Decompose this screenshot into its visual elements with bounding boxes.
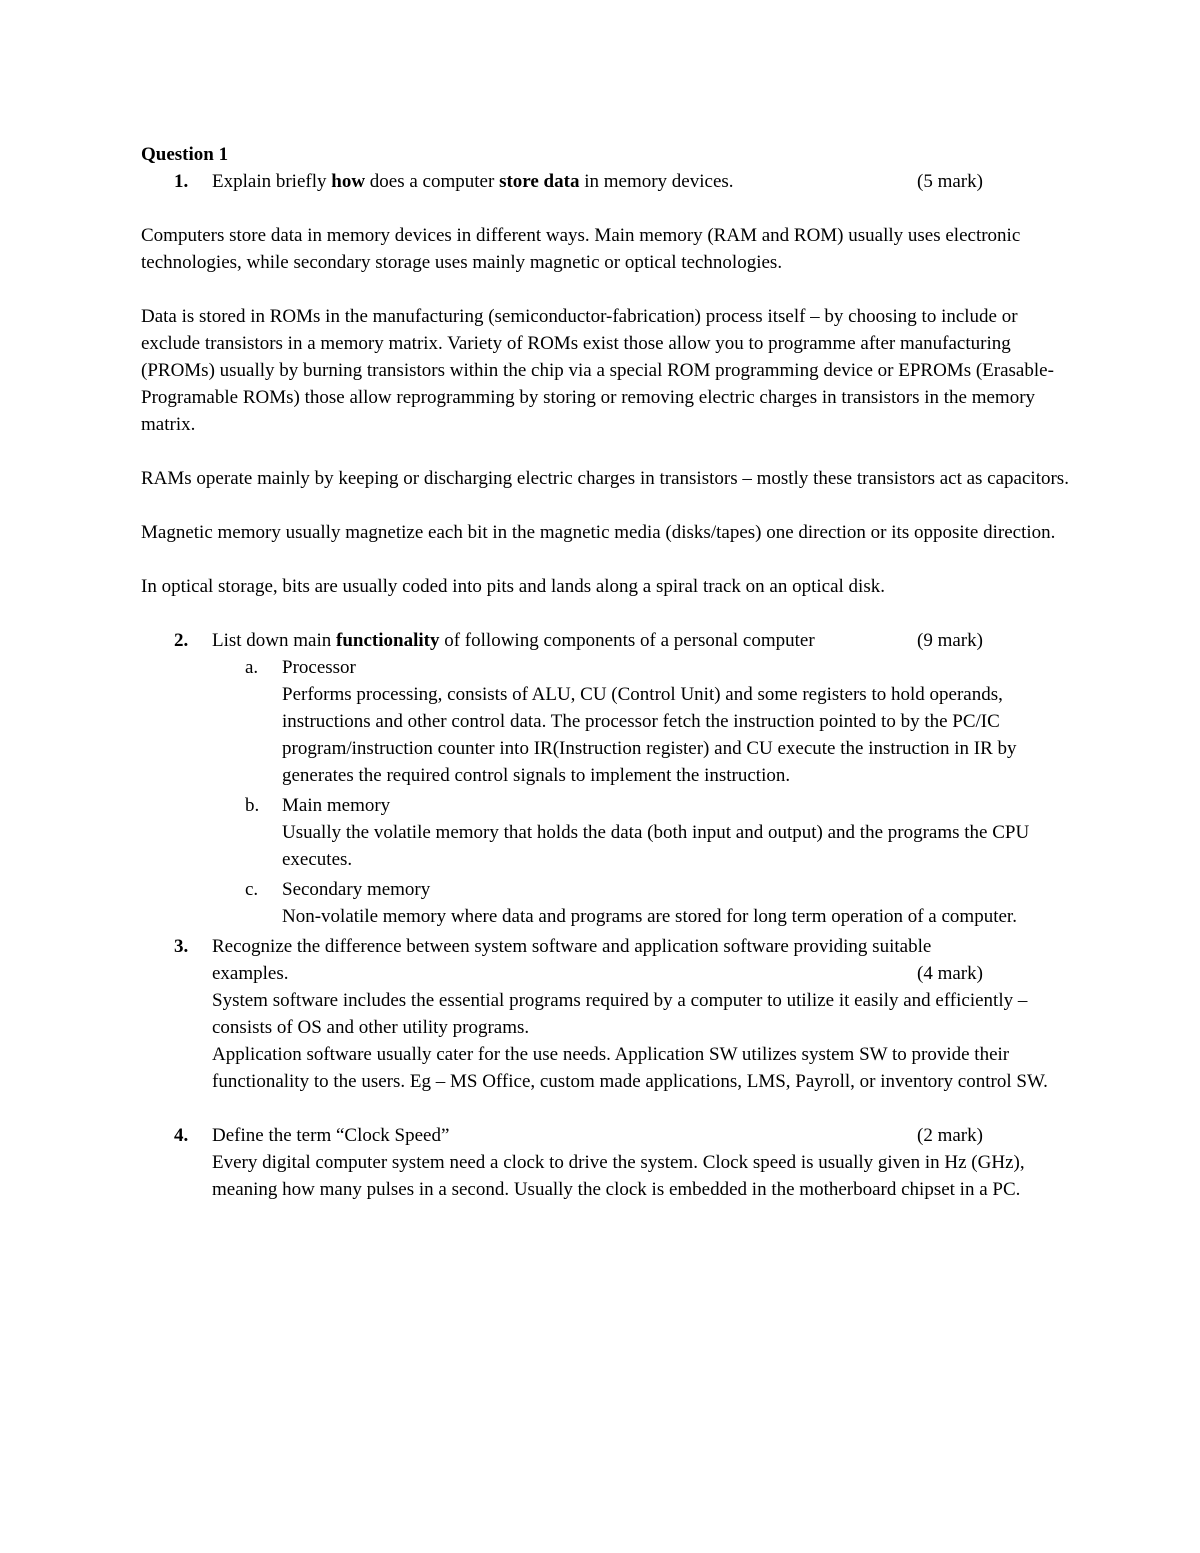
question-text [212, 1122, 1071, 1149]
answer-paragraph: In optical storage, bits are usually coded into pits and lands along a spiral track on an optical disk. [141, 576, 885, 597]
question-emphasis: how [331, 171, 366, 192]
answer-paragraph: System software includes the essential programs required by a computer to utilize it easily and efficiently – consists of OS and other utility programs. [212, 990, 1028, 1038]
list-item-title: Secondary memory [282, 879, 431, 900]
question-text-part: does a computer [365, 171, 500, 192]
question-text-continued [212, 960, 1071, 987]
question-mark: (4 mark) [917, 963, 983, 984]
answer-paragraph: Magnetic memory usually magnetize each bit in the magnetic media (disks/tapes) one direction or its opposite direction. [141, 522, 1056, 543]
answer-paragraph: Every digital computer system need a clock to drive the system. Clock speed is usually given in Hz (GHz), meaning how many pulses in a second. Usually the clock is embedded in the motherboard chipset in a PC. [212, 1152, 1025, 1200]
question-text: Recognize the difference between system software and application software providing suitable [212, 936, 932, 957]
list-item-title: Main memory [282, 795, 391, 816]
question-4 [141, 1122, 1071, 1203]
question-text-part: Define the term “Clock Speed” [212, 1125, 450, 1146]
list-item-body: Usually the volatile memory that holds the data (both input and output) and the programs the CPU executes. [282, 822, 1030, 870]
list-item-body: Performs processing, consists of ALU, CU (Control Unit) and some registers to hold operands, instructions and other control data. The processor fetch the instruction pointed to by the PC/IC program/instruction counter into IR(Instruction register) and CU execute the instruction in IR by generates the required control signals to implement the instruction. [282, 684, 1017, 786]
question-text-part: examples. [212, 963, 289, 984]
question-2 [141, 627, 1071, 654]
list-letter: c. [245, 879, 259, 900]
list-letter: a. [245, 657, 259, 678]
question-text [212, 168, 1071, 195]
question-text-part: in memory devices. [579, 171, 734, 192]
question-text [212, 627, 1071, 654]
question-text-part: of following components of a personal computer [439, 630, 815, 651]
question-mark: (2 mark) [917, 1125, 983, 1146]
list-item-title: Processor [282, 657, 356, 678]
question-mark: (5 mark) [917, 171, 983, 192]
answer-paragraph: RAMs operate mainly by keeping or discharging electric charges in transistors – mostly these transistors act as capacitors. [141, 468, 1069, 489]
question-text-part: List down main [212, 630, 337, 651]
list-letter: b. [245, 795, 260, 816]
answer-paragraph: Application software usually cater for the use needs. Application SW utilizes system SW to provide their functionality to the users. Eg – MS Office, custom made applications, LMS, Payroll, or inventory control SW. [212, 1044, 1048, 1092]
question-number: 3. [174, 936, 189, 957]
answer-paragraph: Data is stored in ROMs in the manufacturing (semiconductor-fabrication) process itself – by choosing to include or exclude transistors in a memory matrix. Variety of ROMs exist those allow you to programme after manufacturing (PROMs) usually by burning transistors within the chip via a special ROM programming device or EPROMs (Erasable-Programable ROMs) those allow reprogramming by storing or removing electric charges in transistors in the memory matrix. [141, 306, 1054, 435]
question-1 [141, 168, 1071, 195]
list-item [141, 654, 1071, 789]
question-heading: Question 1 [141, 144, 229, 165]
answer-paragraph: Computers store data in memory devices in different ways. Main memory (RAM and ROM) usually uses electronic technologies, while secondary storage uses mainly magnetic or optical technologies. [141, 225, 1021, 273]
question-emphasis: store data [499, 171, 580, 192]
list-item [141, 792, 1071, 873]
question-mark: (9 mark) [917, 630, 983, 651]
document-page [141, 141, 1071, 1203]
question-number: 1. [174, 171, 189, 192]
question-number: 4. [174, 1125, 189, 1146]
list-item [141, 876, 1071, 930]
question-text-part: Explain briefly [212, 171, 332, 192]
question-emphasis: functionality [336, 630, 440, 651]
question-3 [141, 933, 1071, 1095]
question-number: 2. [174, 630, 189, 651]
list-item-body: Non-volatile memory where data and programs are stored for long term operation of a computer. [282, 906, 1017, 927]
